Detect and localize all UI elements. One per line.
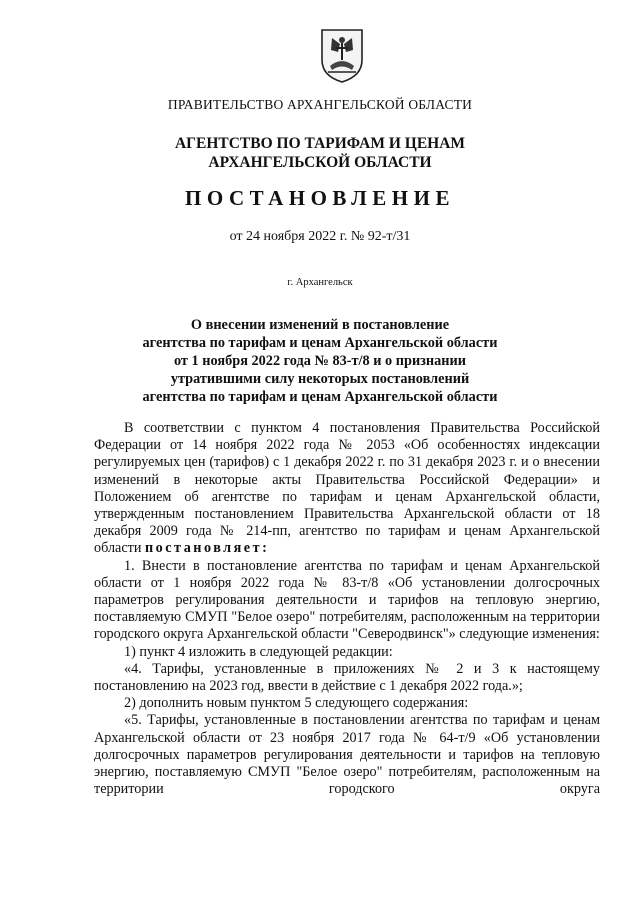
- preamble-paragraph: [94, 420, 600, 558]
- city: г. Архангельск: [287, 277, 353, 288]
- document-type: ПОСТАНОВЛЕНИЕ: [185, 186, 455, 210]
- paragraph-subitem-1: 1) пункт 4 изложить в следующей редакции:: [124, 643, 393, 660]
- paragraph-item-1: 1. Внести в постановление агентства по тарифам и ценам Архангельской области от 1 ноября 2022 года № 83-т/8 «Об установлении долгосрочных параметров регулирования деятельности и тарифов на тепловую энергию, поставляемую СМУП "Белое озеро" потребителям, расположенным на территории городского округа Архангельской области "Северодвинск"» следующие изменения:: [94, 557, 600, 643]
- agency-name: [0, 134, 640, 172]
- document-body: [94, 420, 600, 798]
- resolves-word: постановляет:: [144, 540, 270, 557]
- title-line: О внесении изменений в постановление: [190, 317, 450, 333]
- paragraph-quote-5: «5. Тарифы, установленные в постановлении агентства по тарифам и ценам Архангельской области от 23 ноября 2017 года № 64-т/9 «Об установлении долгосрочных параметров регулирования деятельности и тарифов на тепловую энергию, поставляемую СМУП "Белое озеро" потребителям, расположенным на территории городского округа: [94, 712, 600, 798]
- preamble-text: В соответствии с пунктом 4 постановления Правительства Российской Федерации от 14 ноября 2022 года № 2053 «Об особенностях индексации регулируемых цен (тарифов) с 1 декабря 2022 г. по 31 декабря 2023 г. и о внесении изменений в некоторые акты Правительства Российской Федерации» и Положением об агентстве по тарифам и ценам Архангельской области, утвержденным постановлением Правительства Архангельской области от 18 декабря 2009 года № 214-пп, агентство по тарифам и ценам Архангельской области: [94, 420, 600, 557]
- government-name: ПРАВИТЕЛЬСТВО АРХАНГЕЛЬСКОЙ ОБЛАСТИ: [167, 97, 473, 112]
- paragraph-subitem-2: 2) дополнить новым пунктом 5 следующего содержания:: [124, 695, 469, 712]
- title-line: агентства по тарифам и ценам Архангельской области: [142, 389, 498, 405]
- title-line: от 1 ноября 2022 года № 83-т/8 и о признании: [173, 353, 467, 369]
- title-line: агентства по тарифам и ценам Архангельской области: [142, 335, 498, 351]
- coat-of-arms-icon: [318, 26, 366, 84]
- agency-name-line-2: АРХАНГЕЛЬСКОЙ ОБЛАСТИ: [208, 154, 432, 171]
- agency-name-line-1: АГЕНТСТВО ПО ТАРИФАМ И ЦЕНАМ: [174, 135, 466, 152]
- date-and-number: от 24 ноября 2022 г. № 92-т/31: [229, 229, 411, 244]
- paragraph-quote-4: «4. Тарифы, установленные в приложениях № 2 и 3 к настоящему постановлению на 2023 год, ввести в действие с 1 декабря 2022 года.»;: [94, 660, 600, 695]
- title-line: утратившими силу некоторых постановлений: [170, 371, 470, 387]
- document-title: [0, 316, 640, 406]
